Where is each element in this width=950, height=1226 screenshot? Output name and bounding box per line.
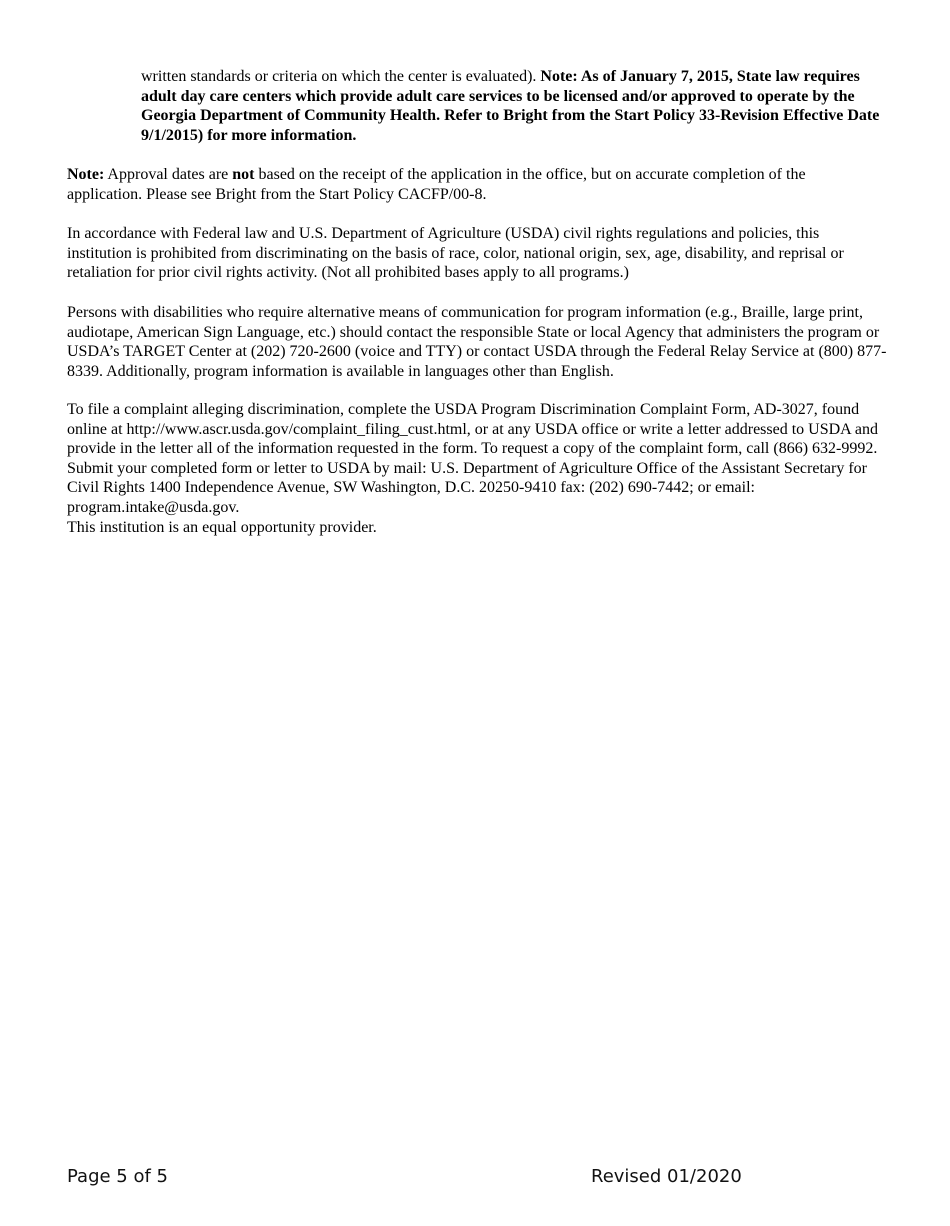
complaint-paragraph: To file a complaint alleging discrimination, complete the USDA Program Discrimination Complaint Form, AD-3027, found online at http://www.ascr.usda.gov/complaint_filing_cust.html, or at any USDA office or write a letter addressed to USDA and provide in the letter all of the information requested in the form. To request a copy of the complaint form, call (866) 632-9992. Submit your completed form or letter to USDA by mail: U.S. Department of Agriculture Office of the Assistant Secretary for Civil Rights 1400 Independence Avenue, SW Washington, D.C. 20250-9410 fax: (202) 690-7442; or email: program.intake@usda.gov. [67, 401, 878, 516]
approval-note-label: Note: [67, 166, 105, 183]
approval-note-text-2: based on the receipt of the application in the office, but on accurate completion of the application. Please see Bright from the Start Policy CACFP/00-8. [67, 166, 806, 203]
intro-text: written standards or criteria on which the center is evaluated). [141, 68, 541, 85]
revised-date: Revised 01/2020 [591, 1166, 742, 1187]
approval-note-paragraph [67, 165, 882, 204]
page-number: Page 5 of 5 [67, 1166, 168, 1187]
intro-paragraph [141, 67, 881, 145]
civil-rights-paragraph: In accordance with Federal law and U.S. Department of Agriculture (USDA) civil rights regulations and policies, this institution is prohibited from discriminating on the basis of race, color, national origin, sex, age, disability, and reprisal or retaliation for prior civil rights activity. (Not all prohibited bases apply to all programs.) [67, 225, 844, 281]
equal-opportunity-statement: This institution is an equal opportunity provider. [67, 519, 377, 536]
approval-note-text-1: Approval dates are [104, 166, 233, 183]
approval-note-emphasis: not [232, 166, 255, 183]
disabilities-paragraph: Persons with disabilities who require alternative means of communication for program information (e.g., Braille, large print, audiotape, American Sign Language, etc.) should contact the responsible State or local Agency that administers the program or USDA’s TARGET Center at (202) 720-2600 (voice and TTY) or contact USDA through the Federal Relay Service at (800) 877-8339. Additionally, program information is available in languages other than English. [67, 304, 887, 380]
intro-bold-note: Note: As of January 7, 2015, State law requires adult day care centers which provide adult care services to be licensed and/or approved to operate by the Georgia Department of Community Health. Refer to Bright from the Start Policy 33-Revision Effective Date 9/1/2015) for more information. [141, 68, 880, 144]
